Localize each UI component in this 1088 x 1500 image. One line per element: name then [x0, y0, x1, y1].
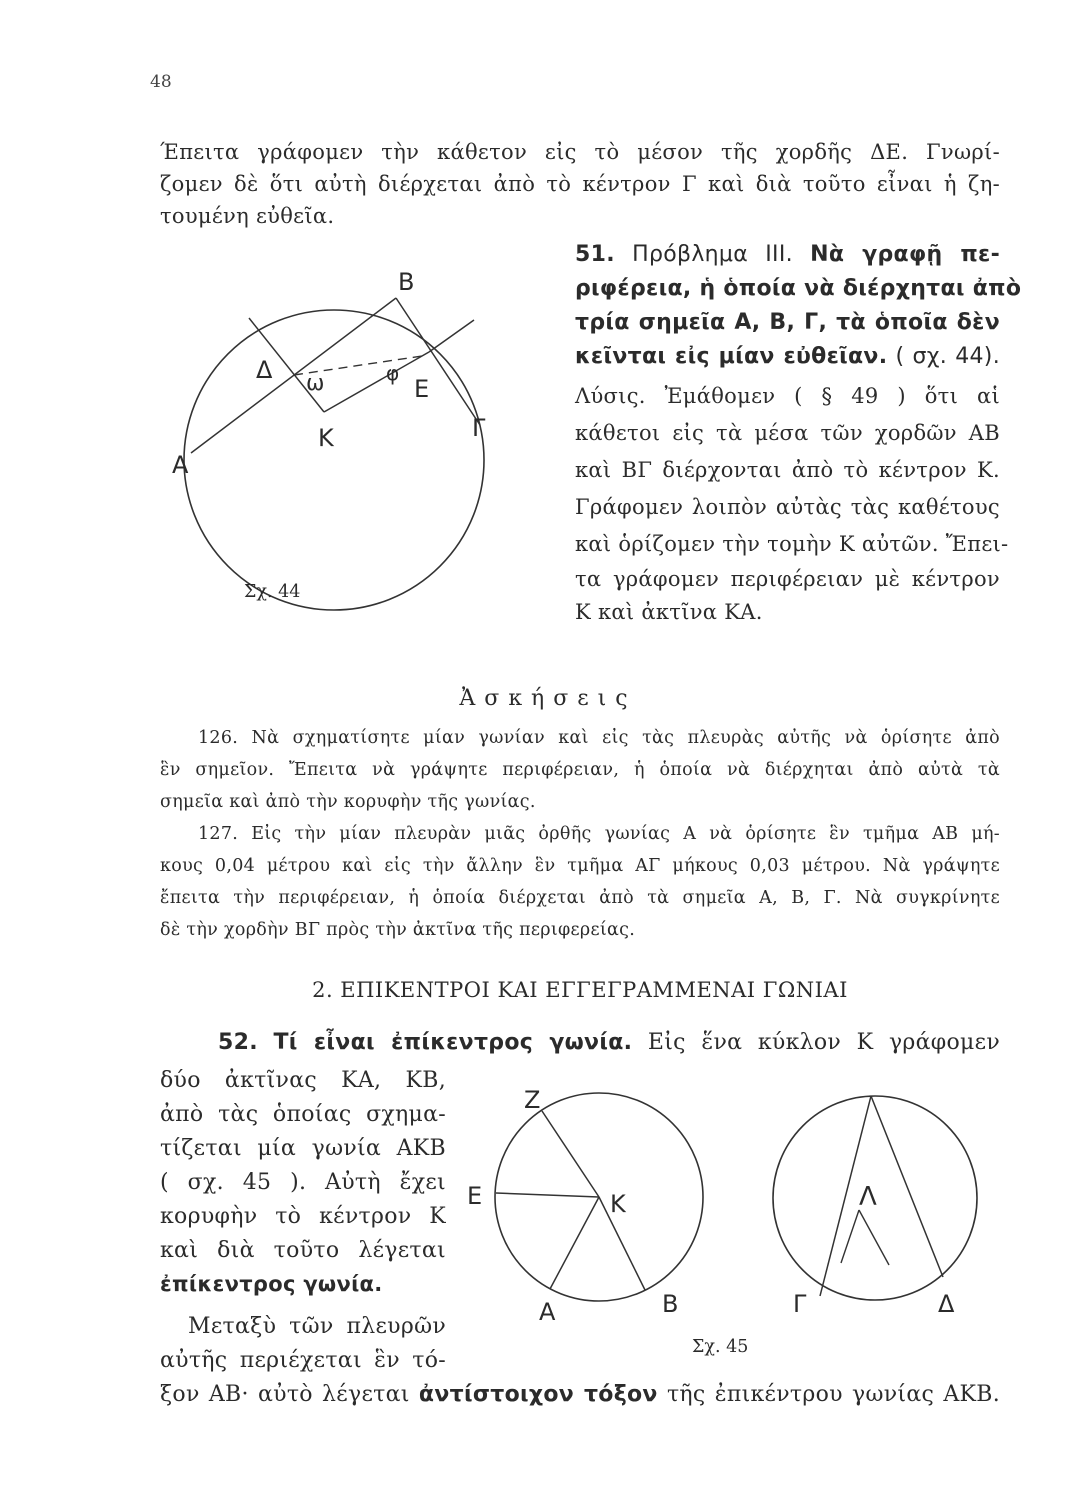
exercise-line: ἓν σημεῖον. Ἔπειτα νὰ γράψητε περιφέρειαν, ἡ ὁποία νὰ διέρχηται ἀπὸ αὐτὰ τὰ [160, 760, 1000, 780]
exercise-line: δὲ τὴν χορδὴν ΒΓ πρὸς τὴν ἀκτῖνα τῆς περιφερείας. [160, 920, 636, 940]
section-52-title: Τί εἶναι ἐπίκεντρος γωνία. [273, 1030, 633, 1055]
page-number: 48 [150, 72, 172, 92]
exercise-line: σημεῖα καὶ ἀπὸ τὴν κορυφὴν τῆς γωνίας. [160, 792, 536, 812]
intro-line: τουμένη εὐθεῖα. [160, 204, 335, 228]
label-G: Γ [793, 1290, 807, 1318]
problem-51-line: ριφέρεια, ἡ ὁποία νὰ διέρχηται ἀπὸ [575, 276, 1022, 301]
chord-LD [871, 1096, 943, 1277]
solution-line: Λύσις. Ἐμάθομεν ( § 49 ) ὅτι αἱ [575, 384, 1000, 408]
figure-45-caption: Σχ. 45 [692, 1337, 749, 1357]
label-B: Β [662, 1290, 679, 1318]
column-line: τίζεται μία γωνία ΑΚΒ [160, 1136, 446, 1161]
column-line: καὶ διὰ τοῦτο λέγεται [160, 1238, 446, 1263]
problem-51-line [575, 242, 1000, 267]
column-line: ἀπὸ τὰς ὁποίας σχημα- [160, 1102, 446, 1127]
section-52-first-line [218, 1030, 1000, 1055]
exercise-line: 126. Νὰ σχηματίσητε μίαν γωνίαν καὶ εἰς τὰς πλευρὰς αὐτῆς νὰ ὁρίσητε ἀπὸ [198, 728, 1000, 748]
solution-line: τα γράφομεν περιφέρειαν μὲ κέντρον [575, 567, 1000, 591]
section-52-first-line-rest: Εἰς ἕνα κύκλον Κ γράφομεν [647, 1030, 1001, 1055]
label-A: Α [172, 451, 189, 479]
intro-line: Έπειτα γράφομεν τὴν κάθετον εἰς τὸ μέσον τῆς χορδῆς ΔΕ. Γνωρί- [160, 140, 1000, 164]
problem-51-line: τρία σημεῖα Α, Β, Γ, τὰ ὁποῖα δὲν [575, 310, 1000, 335]
problem-51-line [575, 344, 1000, 369]
label-E: Ε [467, 1182, 483, 1210]
solution-line: Κ καὶ ἀκτῖνα ΚΑ. [575, 600, 763, 624]
problem-51-title-word: Πρόβλημα III. [632, 242, 793, 267]
problem-51-statement-end: κεῖνται εἰς μίαν εὐθεῖαν. [575, 344, 888, 369]
label-phi: φ [386, 361, 400, 385]
label-D: Δ [256, 356, 273, 384]
figure-44-caption: Σχ. 44 [244, 582, 301, 602]
last-line-end: τῆς ἐπικέντρου γωνίας ΑΚΒ. [666, 1382, 1001, 1407]
label-K: Κ [318, 424, 334, 452]
label-omega: ω [306, 371, 325, 396]
radius-KE [496, 1193, 599, 1197]
column-line: αὐτῆς περιέχεται ἓν τό- [160, 1348, 446, 1373]
radius-KZ [542, 1111, 599, 1197]
label-Z: Ζ [524, 1086, 541, 1114]
label-A: Α [539, 1298, 556, 1326]
section-52-number: 52. [218, 1030, 258, 1055]
intro-line: ζομεν δὲ ὅτι αὐτὴ διέρχεται ἀπὸ τὸ κέντρον Γ καὶ διὰ τοῦτο εἶναι ἡ ζη- [160, 172, 1000, 196]
exercise-line: κους 0,04 μέτρου καὶ εἰς τὴν ἄλλην ἓν τμῆμα ΑΓ μήκους 0,03 μέτρου. Νὰ γράψητε [160, 856, 1000, 876]
label-K: Κ [610, 1190, 626, 1218]
angle-side-left [841, 1210, 859, 1263]
label-B: Β [398, 268, 415, 296]
solution-line: καὶ ΒΓ διέρχονται ἀπὸ τὸ κέντρον Κ. [575, 458, 1000, 482]
angle-side-right [859, 1210, 889, 1265]
figure-ref: ( σχ. 44). [895, 344, 1000, 369]
bold-term: ἐπίκεντρος γωνία. [160, 1272, 383, 1296]
problem-51-number: 51. [575, 242, 615, 267]
last-line [160, 1382, 1000, 1407]
perpendicular-2-ext [429, 320, 474, 352]
solution-line: καὶ ὁρίζομεν τὴν τομὴν Κ αὐτῶν. Ἔπει- [575, 532, 1009, 556]
column-line: κορυφὴν τὸ κέντρον Κ [160, 1204, 446, 1229]
last-line-bold: ἀντίστοιχον τόξον [418, 1382, 658, 1407]
solution-line: κάθετοι εἰς τὰ μέσα τῶν χορδῶν ΑΒ [575, 421, 1000, 445]
column-line: Μεταξὺ τῶν πλευρῶν [188, 1314, 446, 1339]
exercise-line: 127. Εἰς τὴν μίαν πλευρὰν μιᾶς ὀρθῆς γωνίας Α νὰ ὁρίσητε ἓν τμῆμα ΑΒ μή- [198, 824, 1000, 844]
section-heading: 2. ΕΠΙΚΕΝΤΡΟΙ ΚΑΙ ΕΓΓΕΓΡΑΜΜΕΝΑΙ ΓΩΝΙΑΙ [312, 978, 848, 1002]
circle [184, 310, 484, 610]
exercise-line: ἔπειτα τὴν περιφέρειαν, ἡ ὁποία διέρχεται ἀπὸ τὰ σημεῖα Α, Β, Γ. Νὰ συγκρίνητε [160, 888, 1000, 908]
column-line: ( σχ. 45 ). Αὐτὴ ἔχει [160, 1170, 446, 1195]
chord-AB [191, 298, 396, 453]
label-D: Δ [938, 1290, 955, 1318]
last-line-start: ξον ΑΒ· αὐτὸ λέγεται [160, 1382, 410, 1407]
chord-BG [396, 298, 480, 425]
radius-KA [550, 1197, 599, 1289]
column-line: δύο ἀκτῖνας ΚΑ, ΚΒ, [160, 1068, 446, 1093]
problem-51-statement: Νὰ γραφῇ πε- [810, 242, 1000, 267]
label-L: Λ [859, 1182, 877, 1212]
solution-line: Γράφομεν λοιπὸν αὐτὰς τὰς καθέτους [575, 495, 1000, 519]
label-E: Ε [414, 375, 430, 403]
figure-44 [160, 260, 560, 620]
figure-45 [455, 1080, 1015, 1350]
label-G: Γ [472, 414, 486, 442]
exercises-heading: Ἀ σ κ ή σ ε ι ς [459, 686, 629, 711]
